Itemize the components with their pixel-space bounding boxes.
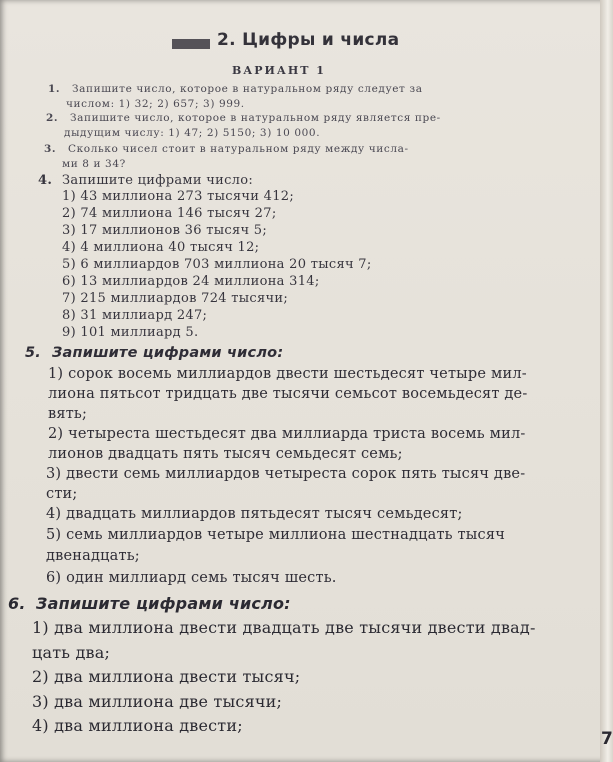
task-4-item: 9) 101 миллиард 5.: [62, 325, 199, 340]
task-5-item: вять;: [48, 406, 88, 422]
page-number: 7: [601, 729, 613, 749]
task-4-item: 1) 43 миллиона 273 тысячи 412;: [62, 189, 295, 204]
task-4-item: 4) 4 миллиона 40 тысяч 12;: [62, 240, 260, 255]
task-2-line: дыдущим числу: 1) 47; 2) 5150; 3) 10 000.: [64, 127, 321, 139]
task-4-heading: Запишите цифрами число:: [62, 173, 254, 188]
task-6-heading: Запишите цифрами число:: [36, 594, 291, 613]
task-5-item: 3) двести семь миллиардов четыреста сорок пять тысяч две-: [46, 466, 526, 482]
task-2-number: 2.: [46, 112, 59, 124]
task-4-number: 4.: [38, 173, 53, 188]
task-1-line: числом: 1) 32; 2) 657; 3) 999.: [66, 98, 245, 110]
task-5-item: лионов двадцать пять тысяч семьдесят семь;: [48, 446, 403, 462]
task-4-item: 5) 6 миллиардов 703 миллиона 20 тысяч 7;: [62, 257, 372, 272]
section-marker-bar: [172, 39, 210, 49]
task-5-item: двенадцать;: [46, 548, 140, 564]
task-5-item: 2) четыреста шестьдесят два миллиарда триста восемь мил-: [48, 426, 526, 442]
task-5-item: сти;: [46, 486, 78, 502]
task-6-item: 4) два миллиона двести;: [32, 716, 243, 735]
task-1-number: 1.: [48, 83, 61, 95]
page-edge: [600, 0, 613, 762]
task-6-item: 2) два миллиона двести тысяч;: [32, 667, 301, 686]
task-5-number: 5.: [25, 345, 41, 361]
task-5-item: 1) сорок восемь миллиардов двести шестьдесят четыре мил-: [48, 366, 527, 382]
task-6-item: цать два;: [32, 643, 111, 662]
task-6-number: 6.: [8, 594, 26, 613]
task-3-line: ми 8 и 34?: [62, 158, 126, 170]
task-2-line: Запишите число, которое в натуральном ряду является пре-: [70, 112, 441, 124]
task-4-item: 7) 215 миллиардов 724 тысячи;: [62, 291, 289, 306]
task-4-item: 3) 17 миллионов 36 тысяч 5;: [62, 223, 268, 238]
task-4-item: 6) 13 миллиардов 24 миллиона 314;: [62, 274, 320, 289]
task-4-item: 8) 31 миллиард 247;: [62, 308, 208, 323]
task-5-heading: Запишите цифрами число:: [52, 345, 284, 361]
task-5-item: лиона пятьсот тридцать две тысячи семьсот восемьдесят де-: [48, 386, 528, 402]
task-5-item: 6) один миллиард семь тысяч шесть.: [46, 570, 337, 586]
task-6-item: 3) два миллиона две тысячи;: [32, 692, 283, 711]
task-6-item: 1) два миллиона двести двадцать две тысячи двести двад-: [32, 618, 536, 637]
task-3-number: 3.: [44, 143, 57, 155]
task-5-item: 4) двадцать миллиардов пятьдесят тысяч семьдесят;: [46, 506, 463, 522]
section-title: 2. Цифры и числа: [217, 30, 400, 50]
variant-title: ВАРИАНТ 1: [232, 64, 326, 77]
task-4-item: 2) 74 миллиона 146 тысяч 27;: [62, 206, 277, 221]
task-3-line: Сколько чисел стоит в натуральном ряду между числа-: [68, 143, 409, 155]
task-1-line: Запишите число, которое в натуральном ряду следует за: [72, 83, 423, 95]
task-5-item: 5) семь миллиардов четыре миллиона шестнадцать тысяч: [46, 527, 505, 543]
